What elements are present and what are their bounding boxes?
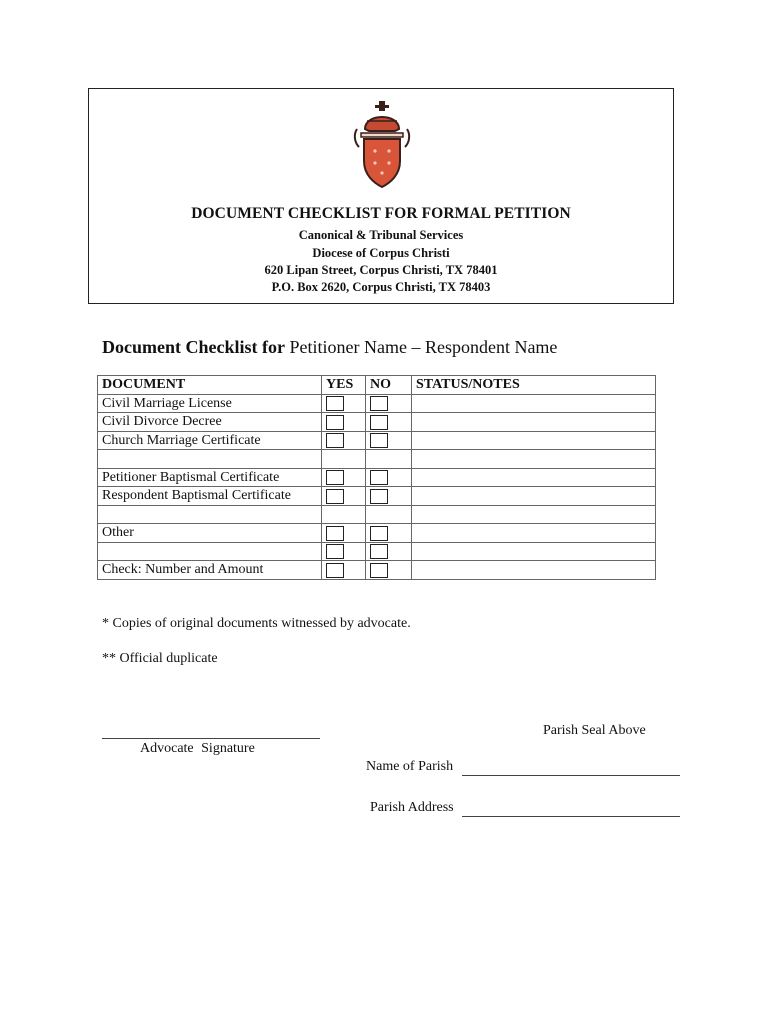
department-name: Canonical & Tribunal Services — [298, 228, 464, 242]
parish-address-label: Parish Address — [370, 800, 454, 815]
form-title: DOCUMENT CHECKLIST FOR FORMAL PETITION — [191, 205, 571, 222]
document-label: Respondent Baptismal Certificate — [98, 487, 322, 506]
status-notes-cell[interactable] — [412, 524, 656, 543]
document-label: Other — [98, 524, 322, 543]
header-box — [88, 88, 674, 304]
status-notes-cell[interactable] — [412, 394, 656, 413]
no-checkbox[interactable] — [370, 433, 388, 448]
yes-checkbox[interactable] — [326, 415, 344, 430]
document-label: Check: Number and Amount — [98, 561, 322, 580]
advocate-signature-label: Advocate Signature — [140, 741, 255, 756]
col-document-header: DOCUMENT — [98, 376, 322, 395]
status-notes-cell[interactable] — [412, 561, 656, 580]
yes-checkbox[interactable] — [326, 489, 344, 504]
checklist-heading-label: Document Checklist for — [102, 337, 285, 357]
yes-checkbox[interactable] — [326, 563, 344, 578]
footnote-duplicate: ** Official duplicate — [102, 651, 218, 666]
col-no-header: NO — [366, 376, 412, 395]
table-header-row — [98, 376, 656, 395]
checklist-heading — [102, 337, 557, 358]
col-status-header: STATUS/NOTES — [412, 376, 656, 395]
yes-checkbox[interactable] — [326, 470, 344, 485]
table-row — [98, 524, 656, 543]
footnote-copies: * Copies of original documents witnessed by advocate. — [102, 616, 411, 631]
status-notes-cell[interactable] — [412, 431, 656, 450]
no-checkbox[interactable] — [370, 563, 388, 578]
yes-checkbox[interactable] — [326, 433, 344, 448]
document-label — [98, 542, 322, 561]
table-row — [98, 542, 656, 561]
status-notes-cell[interactable] — [412, 413, 656, 432]
parish-name-label: Name of Parish — [366, 759, 454, 774]
petitioner-respondent-names[interactable]: Petitioner Name – Respondent Name — [289, 337, 558, 357]
status-notes-cell[interactable] — [412, 542, 656, 561]
document-label: Petitioner Baptismal Certificate — [98, 468, 322, 487]
table-row — [98, 431, 656, 450]
status-notes-cell[interactable] — [412, 505, 656, 524]
po-box-address: P.O. Box 2620, Corpus Christi, TX 78403 — [271, 280, 491, 294]
no-checkbox[interactable] — [370, 415, 388, 430]
yes-checkbox[interactable] — [326, 396, 344, 411]
status-notes-cell[interactable] — [412, 450, 656, 469]
diocese-name: Diocese of Corpus Christi — [312, 246, 450, 260]
document-label — [98, 450, 322, 469]
document-label — [98, 505, 322, 524]
col-yes-header: YES — [322, 376, 366, 395]
yes-checkbox[interactable] — [326, 526, 344, 541]
street-address: 620 Lipan Street, Corpus Christi, TX 78401 — [264, 263, 498, 277]
document-label: Church Marriage Certificate — [98, 431, 322, 450]
table-row — [98, 413, 656, 432]
no-checkbox[interactable] — [370, 544, 388, 559]
table-row — [98, 487, 656, 506]
parish-name-field[interactable] — [462, 775, 680, 776]
document-checklist-table — [97, 375, 656, 580]
no-checkbox[interactable] — [370, 470, 388, 485]
table-row — [98, 561, 656, 580]
advocate-signature-line[interactable] — [102, 738, 320, 739]
no-checkbox[interactable] — [370, 489, 388, 504]
table-row-spacer — [98, 505, 656, 524]
diocesan-crest-icon — [351, 99, 413, 189]
document-label: Civil Divorce Decree — [98, 413, 322, 432]
parish-seal-label: Parish Seal Above — [543, 723, 646, 738]
document-label: Civil Marriage License — [98, 394, 322, 413]
table-row-spacer — [98, 450, 656, 469]
table-row — [98, 468, 656, 487]
no-checkbox[interactable] — [370, 396, 388, 411]
yes-checkbox[interactable] — [326, 544, 344, 559]
no-checkbox[interactable] — [370, 526, 388, 541]
status-notes-cell[interactable] — [412, 468, 656, 487]
table-row — [98, 394, 656, 413]
parish-address-field[interactable] — [462, 816, 680, 817]
status-notes-cell[interactable] — [412, 487, 656, 506]
